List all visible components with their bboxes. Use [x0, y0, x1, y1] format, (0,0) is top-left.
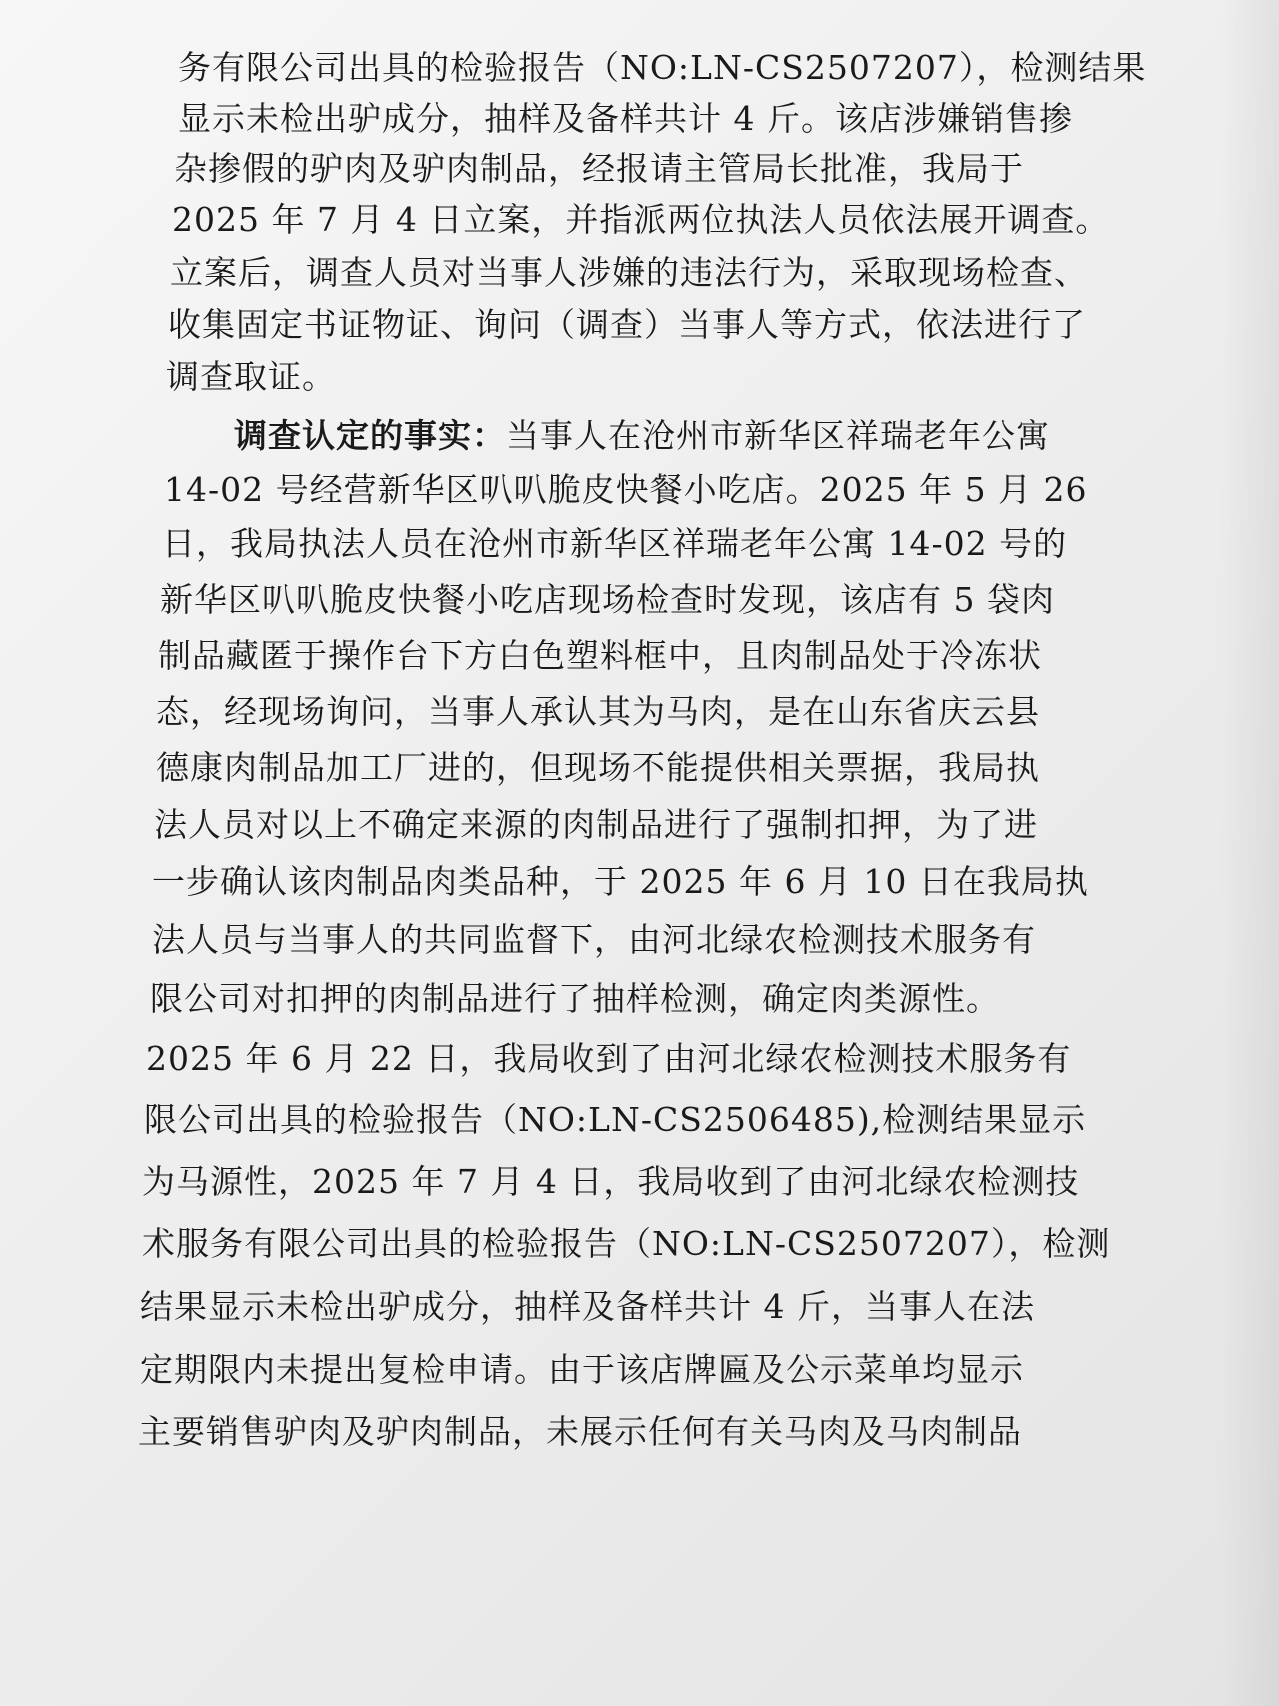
- text-line-2: 显示未检出驴成分，抽样及备样共计 4 斤。该店涉嫌销售掺: [178, 99, 1073, 138]
- text-line-4: 2025 年 7 月 4 日立案，并指派两位执法人员依法展开调查。: [172, 200, 1110, 239]
- text-line-21: 为马源性，2025 年 7 月 4 日，我局收到了由河北绿农检测技: [142, 1162, 1080, 1201]
- text-line-16: 一步确认该肉制品肉类品种，于 2025 年 6 月 10 日在我局执: [152, 862, 1089, 901]
- text-line-7: 调查取证。: [166, 357, 336, 396]
- text-line-20: 限公司出具的检验报告（NO:LN-CS2506485),检测结果显示: [144, 1100, 1087, 1139]
- text-line-19: 2025 年 6 月 22 日，我局收到了由河北绿农检测技术服务有: [146, 1039, 1072, 1078]
- text-line-17: 法人员与当事人的共同监督下，由河北绿农检测技术服务有: [152, 920, 1036, 959]
- section-heading: 调查认定的事实：: [234, 416, 506, 455]
- text-line-5: 立案后，调查人员对当事人涉嫌的违法行为，采取现场检查、: [170, 253, 1088, 292]
- paragraph-line-8: [234, 414, 1050, 458]
- text-line-22: 术服务有限公司出具的检验报告（NO:LN-CS2507207），检测: [142, 1224, 1111, 1263]
- text-line-11: 新华区叭叭脆皮快餐小吃店现场检查时发现，该店有 5 袋肉: [160, 580, 1055, 619]
- text-line-12: 制品藏匿于操作台下方白色塑料框中，且肉制品处于冷冻状: [158, 636, 1042, 675]
- text-line-18: 限公司对扣押的肉制品进行了抽样检测，确定肉类源性。: [150, 979, 1000, 1018]
- text-line-24: 定期限内未提出复检申请。由于该店牌匾及公示菜单均显示: [140, 1350, 1024, 1389]
- text-line-6: 收集固定书证物证、询问（调查）当事人等方式，依法进行了: [168, 305, 1086, 344]
- text-line-8: 当事人在沧州市新华区祥瑞老年公寓: [506, 416, 1050, 455]
- text-line-9: 14-02 号经营新华区叭叭脆皮快餐小吃店。2025 年 5 月 26: [164, 470, 1088, 509]
- text-line-23: 结果显示未检出驴成分，抽样及备样共计 4 斤，当事人在法: [140, 1287, 1035, 1326]
- text-line-10: 日，我局执法人员在沧州市新华区祥瑞老年公寓 14-02 号的: [162, 524, 1068, 563]
- page-edge-shadow: [1219, 0, 1279, 1706]
- text-line-25: 主要销售驴肉及驴肉制品，未展示任何有关马肉及马肉制品: [138, 1412, 1022, 1451]
- text-line-1: 务有限公司出具的检验报告（NO:LN-CS2507207），检测结果: [178, 48, 1147, 87]
- text-line-14: 德康肉制品加工厂进的，但现场不能提供相关票据，我局执: [156, 748, 1040, 787]
- text-line-13: 态，经现场询问，当事人承认其为马肉，是在山东省庆云县: [156, 692, 1040, 731]
- text-line-15: 法人员对以上不确定来源的肉制品进行了强制扣押，为了进: [154, 805, 1038, 844]
- text-line-3: 杂掺假的驴肉及驴肉制品，经报请主管局长批准，我局于: [174, 149, 1024, 188]
